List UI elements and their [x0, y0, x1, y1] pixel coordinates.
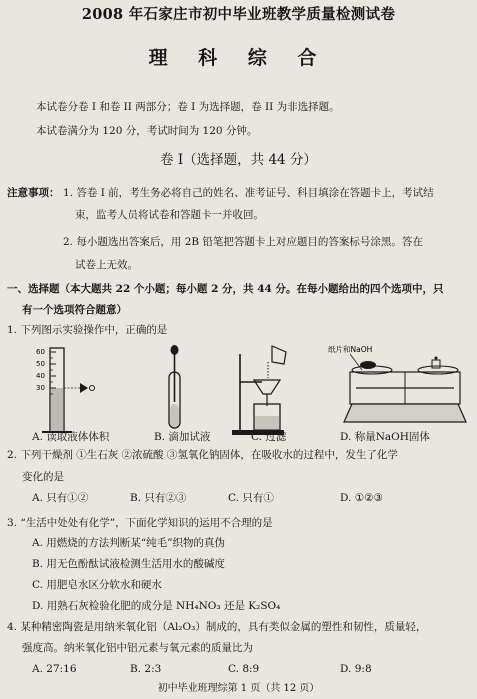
- q3-stem: 3. “生活中处处有化学”，下面化学知识的运用不合理的是: [7, 517, 273, 529]
- intro-line-2: 本试卷满分为 120 分，考试时间为 120 分钟。: [36, 125, 258, 137]
- q2-option-d: D. ①②③: [340, 492, 383, 504]
- beaker-pouring-icon: [272, 346, 286, 364]
- q2-option-c: C. 只有①: [228, 492, 274, 504]
- section-title: 卷 I（选择题，共 44 分）: [160, 152, 317, 168]
- q4-stem-line1: 4. 某种精密陶瓷是用纳米氧化铝（Al₂O₃）制成的，具有类似金属的塑性和韧性，质量轻，: [7, 621, 427, 633]
- q4-option-a: A. 27:16: [32, 663, 77, 675]
- q3-option-b: B. 用无色酚酞试液检测生活用水的酸碱度: [32, 558, 225, 570]
- notice-item1-line1: 1. 答卷 I 前，考生务必将自己的姓名、准考证号、科目填涂在答题卡上，考试结: [63, 187, 434, 199]
- dropper-bulb-icon: [171, 345, 179, 355]
- q1-caption-d: D. 称量NaOH固体: [340, 431, 430, 443]
- intro-line-1: 本试卷分卷 I 和卷 II 两部分；卷 I 为选择题，卷 II 为非选择题。: [36, 101, 340, 113]
- q3-option-d: D. 用熟石灰检验化肥的成分是 NH₄NO₃ 还是 K₂SO₄: [32, 600, 281, 612]
- filtration-figure: [232, 346, 286, 435]
- q2-option-b: B. 只有②③: [130, 492, 187, 504]
- part1-heading-line1: 一、选择题（本大题共 22 个小题；每小题 2 分，共 44 分。在每小题给出的四个选项中，只: [7, 283, 444, 295]
- q4-option-c: C. 8:9: [228, 663, 260, 675]
- subject-title: 理 科 综 合: [148, 47, 329, 69]
- q1-caption-b: B. 滴加试液: [154, 431, 211, 443]
- balance-figure: [328, 344, 466, 422]
- notice-item2-line2: 试卷上无效。: [75, 259, 138, 271]
- q4-option-d: D. 9:8: [340, 663, 372, 675]
- q2-stem-line2: 变化的是: [22, 471, 64, 483]
- test-tube-dropper-figure: [169, 345, 180, 428]
- graduated-cylinder-figure: [36, 348, 95, 432]
- part1-heading-line2: 有一个选项符合题意）: [22, 304, 127, 316]
- naoh-solid-icon: [360, 361, 376, 369]
- q3-option-a: A. 用燃烧的方法判断某“纯毛”织物的真伪: [32, 537, 225, 549]
- scale-label-30: 30: [36, 384, 45, 392]
- weight-icon: [432, 360, 440, 368]
- q2-option-a: A. 只有①②: [32, 492, 89, 504]
- q3-option-c: C. 用肥皂水区分软水和硬水: [32, 579, 162, 591]
- notice-item2-line1: 2. 每小题选出答案后，用 2B 铅笔把答题卡上对应题目的答案标号涂黑。答在: [63, 236, 423, 248]
- balance-label: 纸片和NaOH: [328, 345, 373, 354]
- notice-label: 注意事项：: [7, 187, 60, 199]
- scale-label-50: 50: [36, 360, 45, 368]
- q1-caption-a: A. 读取液体体积: [32, 431, 110, 443]
- scale-label-40: 40: [36, 372, 45, 380]
- q1-figures: [32, 342, 472, 442]
- notice-item1-line2: 束，监考人员将试卷和答题卡一并收回。: [75, 209, 264, 221]
- scale-label-60: 60: [36, 348, 45, 356]
- q1-stem: 1. 下列图示实验操作中，正确的是: [7, 324, 168, 336]
- q2-stem-line1: 2. 下列干燥剂 ①生石灰 ②浓硫酸 ③氢氧化钠固体，在吸收水的过程中，发生了化学: [7, 449, 398, 461]
- q4-option-b: B. 2:3: [130, 663, 162, 675]
- q1-caption-c: C. 过滤: [251, 431, 287, 443]
- page-footer: 初中毕业班理综第 1 页（共 12 页）: [157, 683, 320, 694]
- exam-title: 2008 年石家庄市初中毕业班教学质量检测试卷: [81, 6, 396, 23]
- eye-icon: [80, 383, 88, 393]
- q4-stem-line2: 强度高。纳米氧化铝中铝元素与氧元素的质量比为: [22, 642, 253, 654]
